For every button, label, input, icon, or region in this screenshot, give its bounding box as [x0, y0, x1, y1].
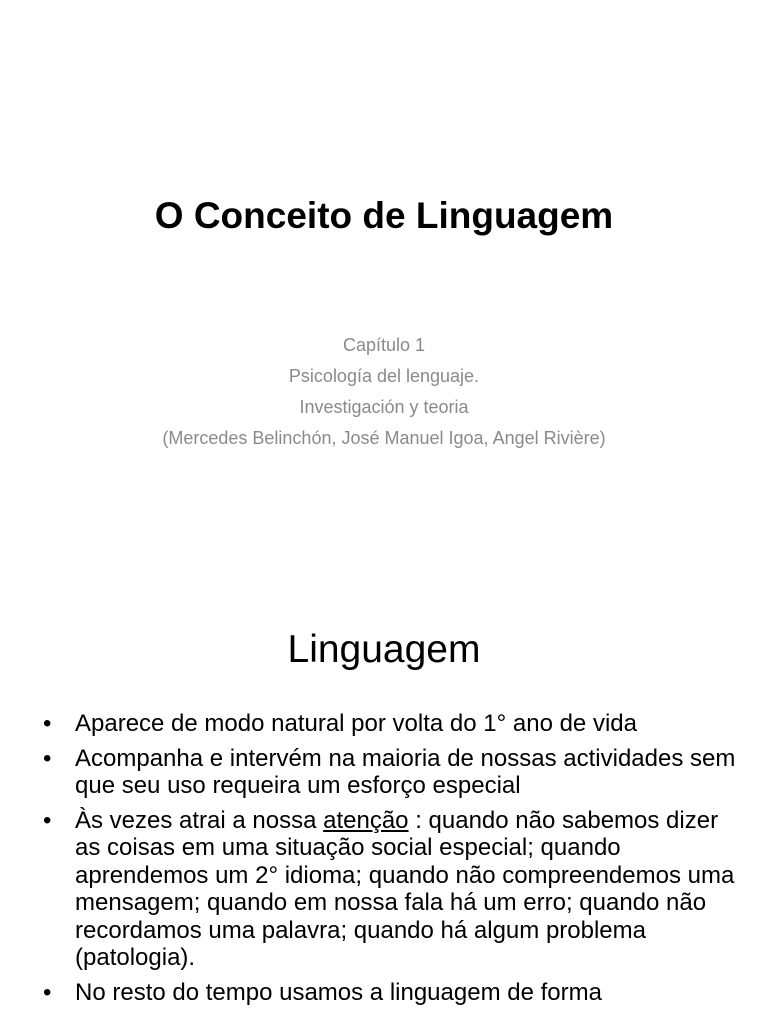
- bullet-dot-icon: •: [43, 744, 52, 772]
- bullet-dot-icon: •: [43, 806, 52, 834]
- content-slide: [0, 576, 768, 1024]
- bullet-dot-icon: •: [43, 978, 52, 1006]
- bullet-item: [38, 807, 738, 972]
- bullet-text: Acompanha e intervém na maioria de nossas actividades sem que seu uso requeira um esforço especial: [75, 744, 736, 799]
- bullet-list: [38, 710, 738, 1013]
- bullet-text-start: Às vezes atrai a nossa: [75, 806, 324, 834]
- underlined-word: atenção: [323, 806, 409, 834]
- bullet-text-end: : quando não sabemos dizer as coisas em uma situação social especial; quando aprendemos um 2° idioma; quando não compreendemos uma mensagem; quando em nossa fala há um erro; quando não recordamos uma palavra; quando há algum problema (patologia).: [75, 806, 735, 971]
- subtitle-book-subtitle: Investigación y teoria: [299, 397, 469, 417]
- bullet-dot-icon: •: [43, 710, 52, 737]
- bullet-item: [38, 979, 738, 1007]
- subtitle-chapter: Capítulo 1: [342, 335, 426, 355]
- bullet-item: [38, 745, 738, 800]
- slide-title: O Conceito de Linguagem: [154, 195, 614, 236]
- subtitle-authors: (Mercedes Belinchón, José Manuel Igoa, Angel Rivière): [162, 428, 606, 448]
- slide-heading: Linguagem: [287, 628, 481, 671]
- bullet-item: [38, 710, 738, 738]
- subtitle-book-title: Psicología del lenguaje.: [288, 366, 480, 386]
- bullet-text: Aparece de modo natural por volta do 1° ano de vida: [75, 710, 637, 737]
- slide-subtitle: [0, 330, 768, 454]
- bullet-text: No resto do tempo usamos a linguagem de forma: [75, 978, 602, 1006]
